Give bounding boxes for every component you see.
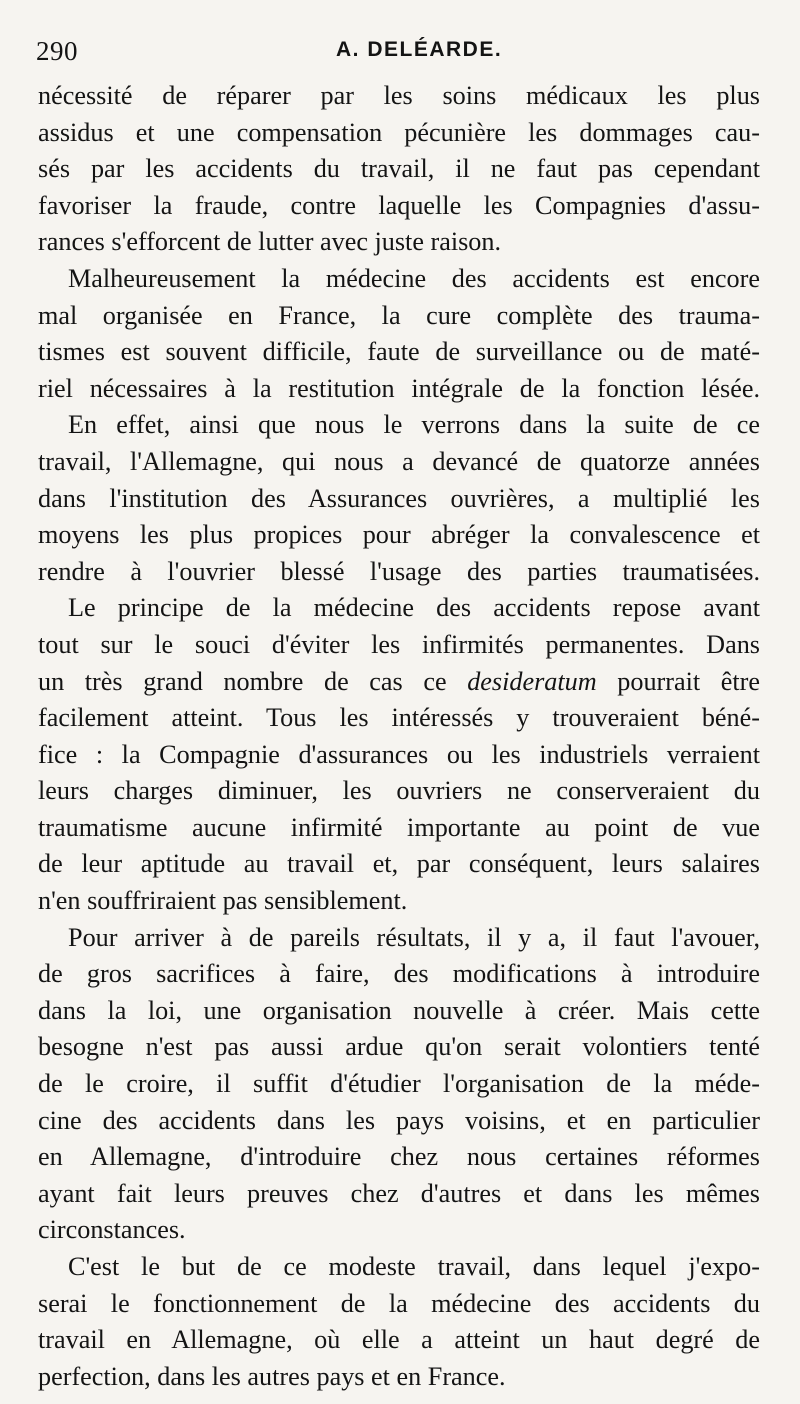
text-line: circonstances. xyxy=(38,1215,186,1245)
text-line: leurs charges diminuer, les ouvriers ne conserveraient du xyxy=(38,776,760,806)
text-line: Pour arriver à de pareils résultats, il y a, il faut l'avouer, xyxy=(68,922,760,952)
text-line: fice : la Compagnie d'assurances ou les industriels verraient xyxy=(38,739,760,769)
body-text xyxy=(38,78,760,1395)
text-line: rances s'efforcent de lutter avec juste raison. xyxy=(38,227,502,257)
text-line: dans l'institution des Assurances ouvrières, a multiplié les xyxy=(38,483,760,513)
text-line: travail, l'Allemagne, qui nous a devancé de quatorze années xyxy=(38,446,760,476)
text-line: perfection, dans les autres pays et en France. xyxy=(38,1361,506,1391)
text-line: C'est le but de ce modeste travail, dans lequel j'expo- xyxy=(68,1252,760,1281)
italic-term: desideratum xyxy=(467,666,597,696)
text-line: mal organisée en France, la cure complète des trauma- xyxy=(38,300,760,330)
text-line: n'en souffriraient pas sensiblement. xyxy=(38,886,408,916)
text-line: facilement atteint. Tous les intéressés y trouveraient béné- xyxy=(38,703,760,733)
text-line: tismes est souvent difficile, faute de surveillance ou de maté- xyxy=(38,337,760,367)
text-line: travail en Allemagne, où elle a atteint un haut degré de xyxy=(38,1325,760,1355)
text-line: nécessité de réparer par les soins médicaux les plus xyxy=(38,81,760,110)
text-line: Malheureusement la médecine des accidents est encore xyxy=(68,263,760,293)
text-line: de leur aptitude au travail et, par conséquent, leurs salaires xyxy=(38,849,760,879)
text-line: sés par les accidents du travail, il ne faut pas cependant xyxy=(38,154,760,184)
text-line: besogne n'est pas aussi ardue qu'on serait volontiers tenté xyxy=(38,1032,760,1062)
text-line: en Allemagne, d'introduire chez nous certaines réformes xyxy=(38,1142,760,1172)
running-head: A. DELÉARDE. xyxy=(336,38,503,61)
text-line: cine des accidents dans les pays voisins, et en particulier xyxy=(38,1105,760,1135)
text-line: de le croire, il suffit d'étudier l'organisation de la méde- xyxy=(38,1069,760,1099)
text-line: de gros sacrifices à faire, des modifications à introduire xyxy=(38,959,760,989)
text-line: favoriser la fraude, contre laquelle les Compagnies d'assu- xyxy=(38,190,760,220)
text-line: serai le fonctionnement de la médecine des accidents du xyxy=(38,1288,760,1318)
text-line: Le principe de la médecine des accidents repose avant xyxy=(68,593,760,623)
text-line: traumatisme aucune infirmité importante au point de vue xyxy=(38,812,760,842)
text-line: rendre à l'ouvrier blessé l'usage des parties traumatisées. xyxy=(38,556,760,586)
text-line: riel nécessaires à la restitution intégrale de la fonction lésée. xyxy=(38,373,760,403)
text-line: dans la loi, une organisation nouvelle à créer. Mais cette xyxy=(38,995,760,1025)
text-line xyxy=(38,664,760,701)
text-line: tout sur le souci d'éviter les infirmités permanentes. Dans xyxy=(38,629,760,659)
text-line: assidus et une compensation pécunière les dommages cau- xyxy=(38,117,760,147)
page-number: 290 xyxy=(36,36,78,66)
text-line: moyens les plus propices pour abréger la convalescence et xyxy=(38,520,760,550)
text-segment: pourrait être xyxy=(596,666,760,696)
text-line: En effet, ainsi que nous le verrons dans la suite de ce xyxy=(68,410,760,440)
page-header xyxy=(36,36,756,70)
text-line: ayant fait leurs preuves chez d'autres et dans les mêmes xyxy=(38,1178,760,1208)
text-segment: un très grand nombre de cas ce xyxy=(38,666,468,696)
